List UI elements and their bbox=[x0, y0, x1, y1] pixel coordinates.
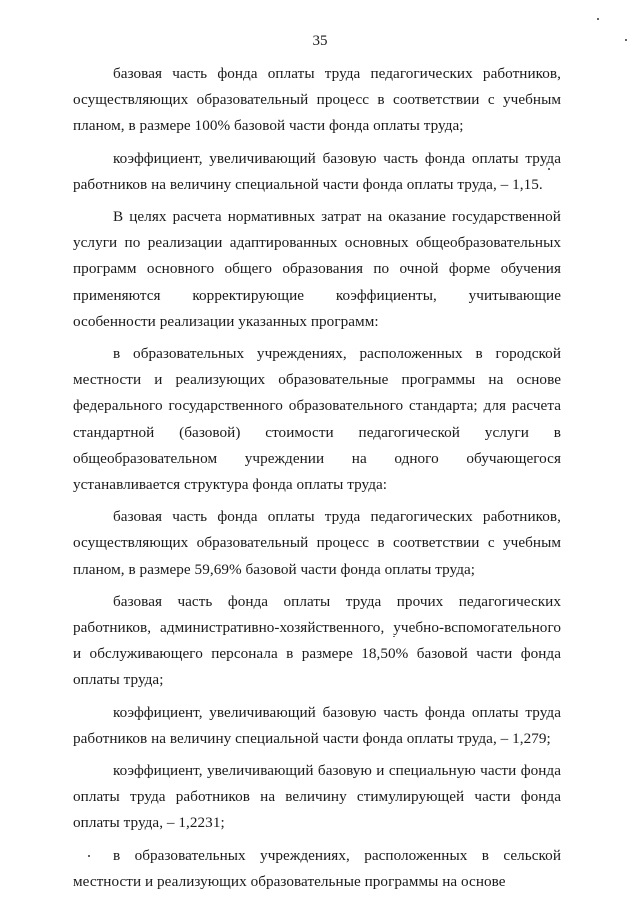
paragraph-6: базовая часть фонда оплаты труда прочих педагогических работников, административно-хозяйственного, учебно-вспомогательного и обслуживающего персонала в размере 18,50% базовой части фонда оплаты труда; bbox=[73, 592, 561, 689]
scan-speck bbox=[625, 39, 627, 41]
scan-speck bbox=[548, 168, 550, 170]
scan-speck bbox=[88, 855, 90, 857]
paragraph-1: базовая часть фонда оплаты труда педагогических работников, осуществляющих образовательный процесс в соответствии с учебным планом, в размере 100% базовой части фонда оплаты труда; bbox=[73, 65, 561, 135]
paragraph-7: коэффициент, увеличивающий базовую часть фонда оплаты труда работников на величину специальной части фонда оплаты труда, – 1,279; bbox=[73, 703, 561, 747]
paragraph-3: В целях расчета нормативных затрат на оказание государственной услуги по реализации адаптированных основных общеобразовательных программ основного общего образования по очной форме обучения применяются корректирующие коэффициенты, учитывающие особенности реализации указанных программ: bbox=[73, 208, 561, 330]
scan-speck bbox=[393, 636, 395, 637]
scan-speck bbox=[597, 18, 599, 20]
paragraph-5: базовая часть фонда оплаты труда педагогических работников, осуществляющих образовательный процесс в соответствии с учебным планом, в размере 59,69% базовой части фонда оплаты труда; bbox=[73, 508, 561, 578]
document-body bbox=[73, 61, 561, 895]
paragraph-4: в образовательных учреждениях, расположенных в городской местности и реализующих образовательные программы на основе федерального государственного образовательного стандарта; для расчета стандартной (базовой) стоимости педагогической услуги в общеобразовательном учреждении на одного обучающегося устанавливается структура фонда оплаты труда: bbox=[73, 345, 561, 494]
page-number: 35 bbox=[312, 33, 328, 49]
paragraph-8: коэффициент, увеличивающий базовую и специальную части фонда оплаты труда работников на величину стимулирующей части фонда оплаты труда, – 1,2231; bbox=[73, 762, 561, 832]
paragraph-2: коэффициент, увеличивающий базовую часть фонда оплаты труда работников на величину специальной части фонда оплаты труда, – 1,15. bbox=[73, 149, 561, 193]
paragraph-9: в образовательных учреждениях, расположенных в сельской местности и реализующих образовательные программы на основе bbox=[73, 846, 561, 890]
